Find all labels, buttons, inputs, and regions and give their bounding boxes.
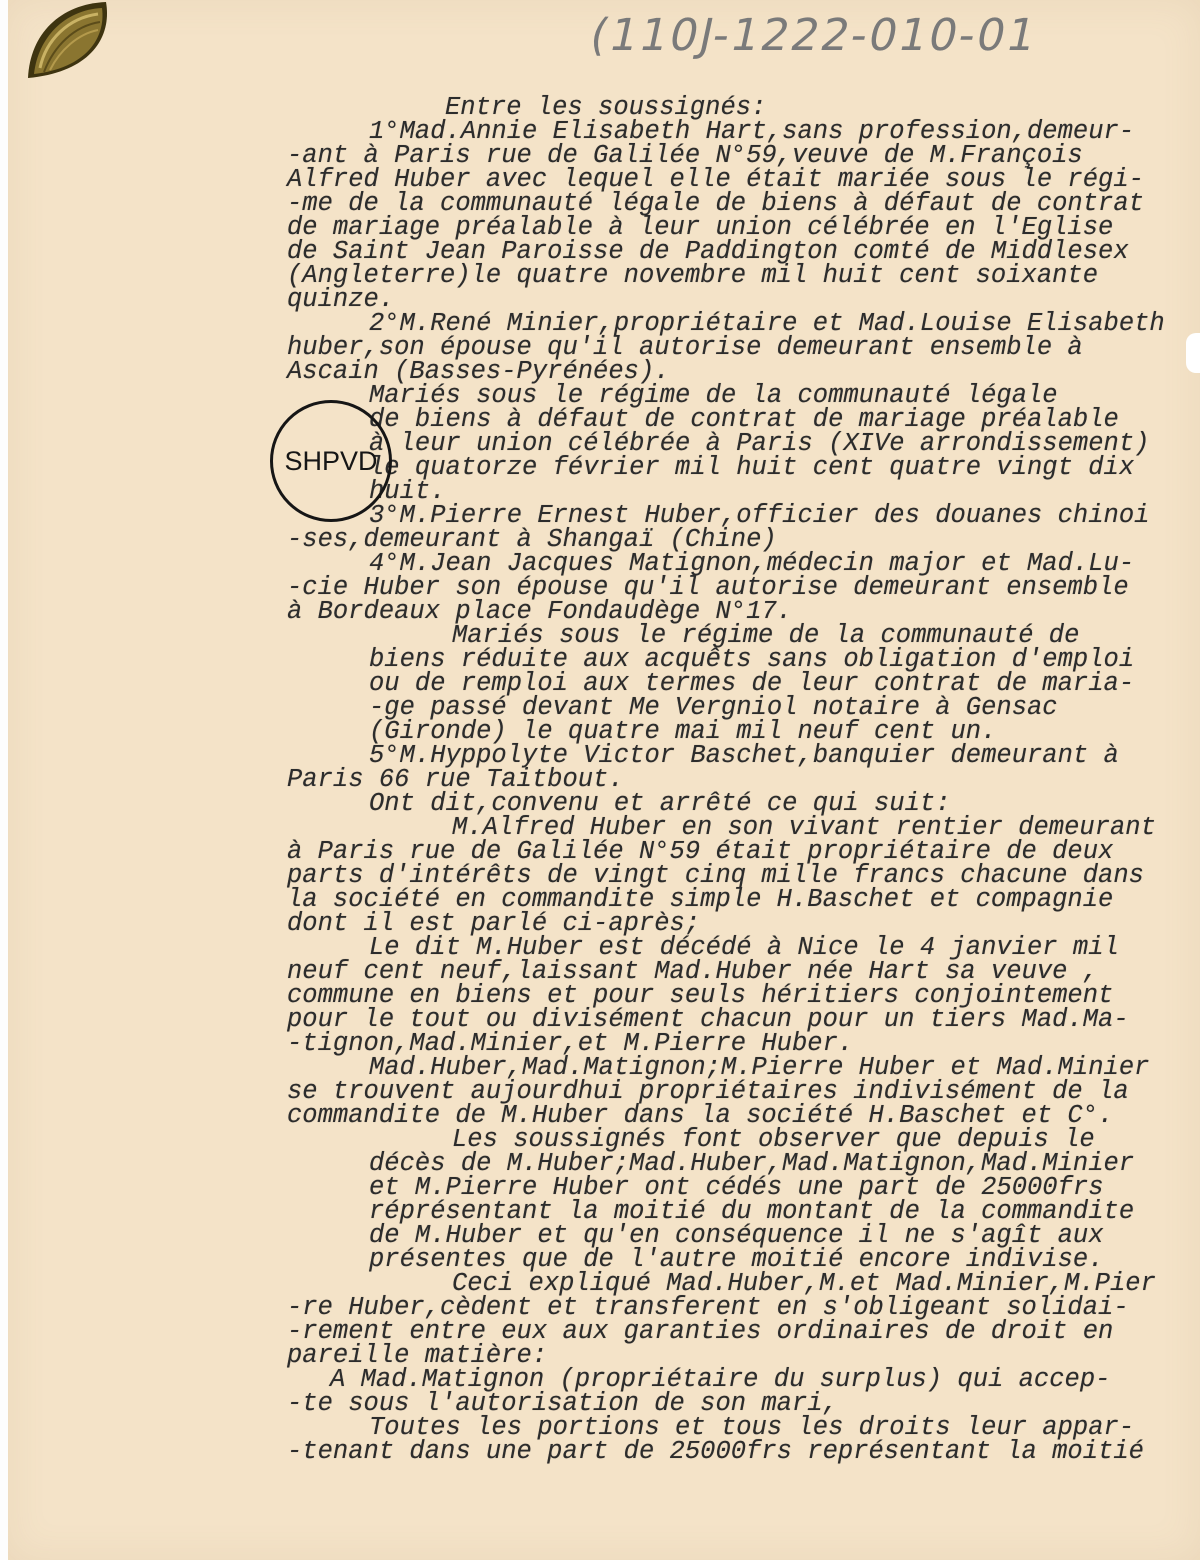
text-line: -me de la communauté légale de biens à défaut de contrat <box>287 189 1144 218</box>
archive-reference-number: (110J-1222-010-01 <box>585 10 1043 61</box>
archive-stamp <box>270 400 392 522</box>
text-line: (Gironde) le quatre mai mil neuf cent un. <box>369 717 997 746</box>
text-line: le quatorze février mil huit cent quatre vingt dix <box>369 453 1135 482</box>
text-line: -rement entre eux aux garanties ordinaires de droit en <box>287 1317 1114 1346</box>
text-line: Mad.Huber,Mad.Matignon;M.Pierre Huber et Mad.Minier <box>369 1053 1150 1082</box>
text-line: 1°Mad.Annie Elisabeth Hart,sans profession,demeur- <box>369 117 1135 146</box>
text-line: à Paris rue de Galilée N°59 était propriétaire de deux <box>287 837 1114 866</box>
text-line: de mariage préalable à leur union célébrée en l'Eglise <box>287 213 1114 242</box>
text-line: pour le tout ou divisément chacun pour un tiers Mad.Ma- <box>287 1005 1129 1034</box>
text-line: -re Huber,cèdent et transferent en s'obligeant solidai- <box>287 1293 1129 1322</box>
stamp-label: SHPVD <box>284 445 378 476</box>
text-line: parts d'intérêts de vingt cinq mille francs chacune dans <box>287 861 1144 890</box>
scan-margin <box>0 0 8 1560</box>
text-line: 2°M.René Minier,propriétaire et Mad.Louise Elisabeth <box>369 309 1165 338</box>
text-line: 4°M.Jean Jacques Matignon,médecin major et Mad.Lu- <box>369 549 1135 578</box>
text-line: la société en commandite simple H.Baschet et compagnie <box>287 885 1114 914</box>
text-line: commune en biens et pour seuls héritiers conjointement <box>287 981 1114 1010</box>
text-line: décès de M.Huber;Mad.Huber,Mad.Matignon,Mad.Minier <box>369 1149 1135 1178</box>
text-line: Mariés sous le régime de la communauté légale <box>369 381 1058 410</box>
text-line: (Angleterre)le quatre novembre mil huit cent soixante <box>287 261 1099 290</box>
text-line: neuf cent neuf,laissant Mad.Huber née Hart sa veuve , <box>287 957 1099 986</box>
text-line: ou de remploi aux termes de leur contrat de maria- <box>369 669 1135 698</box>
text-line: Alfred Huber avec lequel elle était mariée sous le régi- <box>287 165 1144 194</box>
text-line: de M.Huber et qu'en conséquence il ne s'agît aux <box>369 1221 1104 1250</box>
text-line: Le dit M.Huber est décédé à Nice le 4 janvier mil <box>369 933 1119 962</box>
text-line: Paris 66 rue Taitbout. <box>287 765 624 794</box>
text-line: huit. <box>369 477 446 506</box>
text-line: à leur union célébrée à Paris (XIVe arrondissement) <box>369 429 1150 458</box>
text-line: Les soussignés font observer que depuis le <box>452 1125 1095 1154</box>
text-line: huber,son épouse qu'il autorise demeurant ensemble à <box>287 333 1083 362</box>
text-line: réprésentant la moitié du montant de la commandite <box>369 1197 1135 1226</box>
text-line: biens réduite aux acquêts sans obligation d'emploi <box>369 645 1135 674</box>
text-line: quinze. <box>287 285 395 314</box>
text-line: pareille matière: <box>287 1341 548 1370</box>
text-line: A Mad.Matignon (propriétaire du surplus) qui accep- <box>330 1365 1111 1394</box>
text-line: Ascain (Basses-Pyrénées). <box>287 357 670 386</box>
text-line: -ant à Paris rue de Galilée N°59,veuve de M.François <box>287 141 1083 170</box>
text-line: commandite de M.Huber dans la société H.Baschet et C°. <box>287 1101 1114 1130</box>
text-line: 3°M.Pierre Ernest Huber,officier des douanes chinoi <box>369 501 1150 530</box>
text-line: dont il est parlé ci-après; <box>287 909 701 938</box>
page-tear <box>1186 333 1200 373</box>
paper-fastener-icon <box>20 0 110 88</box>
text-line: -cie Huber son épouse qu'il autorise demeurant ensemble <box>287 573 1129 602</box>
text-line: et M.Pierre Huber ont cédés une part de 25000frs <box>369 1173 1104 1202</box>
text-line: de Saint Jean Paroisse de Paddington comté de Middlesex <box>287 237 1129 266</box>
text-line: Entre les soussignés: <box>445 93 767 122</box>
text-line: -te sous l'autorisation de son mari, <box>287 1389 838 1418</box>
text-line: Ont dit,convenu et arrêté ce qui suit: <box>369 789 951 818</box>
text-line: -tignon,Mad.Minier,et M.Pierre Huber. <box>287 1029 854 1058</box>
document-page <box>8 0 1200 1560</box>
text-line: se trouvent aujourdhui propriétaires indivisément de la <box>287 1077 1129 1106</box>
text-line: -ses,demeurant à Shangaï (Chine) <box>287 525 777 554</box>
text-line: M.Alfred Huber en son vivant rentier demeurant <box>452 813 1156 842</box>
text-line: à Bordeaux place Fondaudège N°17. <box>287 597 792 626</box>
text-line: -tenant dans une part de 25000frs représentant la moitié <box>287 1437 1144 1466</box>
text-line: Mariés sous le régime de la communauté de <box>452 621 1080 650</box>
text-line: Toutes les portions et tous les droits leur appar- <box>369 1413 1135 1442</box>
text-line: Ceci expliqué Mad.Huber,M.et Mad.Minier,M.Pier <box>452 1269 1156 1298</box>
text-line: -ge passé devant Me Vergniol notaire à Gensac <box>369 693 1058 722</box>
text-line: de biens à défaut de contrat de mariage préalable <box>369 405 1119 434</box>
text-line: présentes que de l'autre moitié encore indivise. <box>369 1245 1104 1274</box>
text-line: 5°M.Hyppolyte Victor Baschet,banquier demeurant à <box>369 741 1119 770</box>
